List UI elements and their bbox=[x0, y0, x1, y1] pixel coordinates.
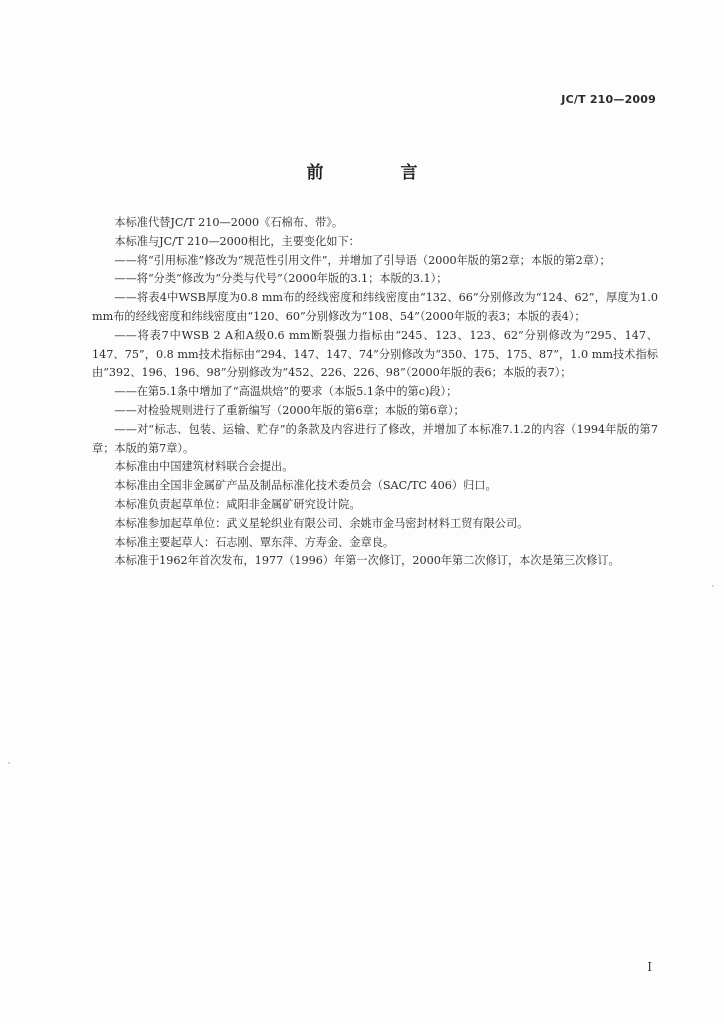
paragraph-release-history: 本标准于1962年首次发布，1977（1996）年第一次修订，2000年第二次修订，本次是第三次修订。 bbox=[114, 554, 620, 568]
change-item-inspection-rules: ——对检验规则进行了重新编写（2000年版的第6章；本版的第6章）； bbox=[114, 403, 465, 417]
scan-speck bbox=[712, 585, 714, 587]
change-item-marking-packaging: ——对“标志、包装、运输、贮存”的条款及内容进行了修改，并增加了本标准7.1.2的内容（1994年版的第7章；本版的第7章）。 bbox=[92, 422, 658, 455]
scan-speck bbox=[8, 762, 10, 764]
paragraph-under-jurisdiction: 本标准由全国非金属矿产品及制品标准化技术委员会（SAC/TC 406）归口。 bbox=[114, 479, 497, 493]
change-item-table7-strength: ——将表7中WSB 2 A和A级0.6 mm断裂强力指标由“245、123、123、62”分别修改为“295、147、147、75”，0.8 mm技术指标由“294、147、147、74”分别修改为“350、175、175、87”，1.0 mm技术指标由“392、196、196、98”分别修改为“452、226、226、98”（2000年版的表6；本版的表7）； bbox=[92, 328, 658, 380]
foreword-body bbox=[92, 214, 658, 571]
change-item-high-temp-baking: ——在第5.1条中增加了“高温烘焙”的要求（本版5.1条中的第c)段）； bbox=[114, 385, 458, 399]
paragraph-proposed-by: 本标准由中国建筑材料联合会提出。 bbox=[114, 460, 294, 474]
paragraph-replaces: 本标准代替JC/T 210—2000《石棉布、带》。 bbox=[114, 216, 344, 229]
paragraph-participating-drafters: 本标准参加起草单位：武义星轮织业有限公司、余姚市金马密封材料工贸有限公司。 bbox=[114, 516, 529, 530]
paragraph-lead-drafter: 本标准负责起草单位：咸阳非金属矿研究设计院。 bbox=[114, 497, 361, 511]
paragraph-changes-intro: 本标准与JC/T 210—2000相比，主要变化如下： bbox=[114, 234, 360, 248]
page-number: I bbox=[647, 960, 652, 974]
change-item-classification: ——将“分类”修改为“分类与代号”（2000年版的3.1；本版的3.1）； bbox=[114, 272, 448, 286]
standard-code-header: JC/T 210—2009 bbox=[561, 93, 656, 106]
paragraph-main-drafters: 本标准主要起草人：石志刚、覃东萍、方寿金、金章良。 bbox=[114, 535, 395, 549]
change-item-table4-density: ——将表4中WSB厚度为0.8 mm布的经线密度和纬线密度由“132、66”分别修改为“124、62”，厚度为1.0 mm布的经线密度和纬线密度由“120、60”分别修改为“108、54”（2000年版的表3；本版的表4）； bbox=[92, 291, 658, 323]
page-title: 前 言 bbox=[306, 163, 448, 183]
change-item-normative-references: ——将“引用标准”修改为“规范性引用文件”，并增加了引导语（2000年版的第2章；本版的第2章）； bbox=[114, 253, 611, 267]
